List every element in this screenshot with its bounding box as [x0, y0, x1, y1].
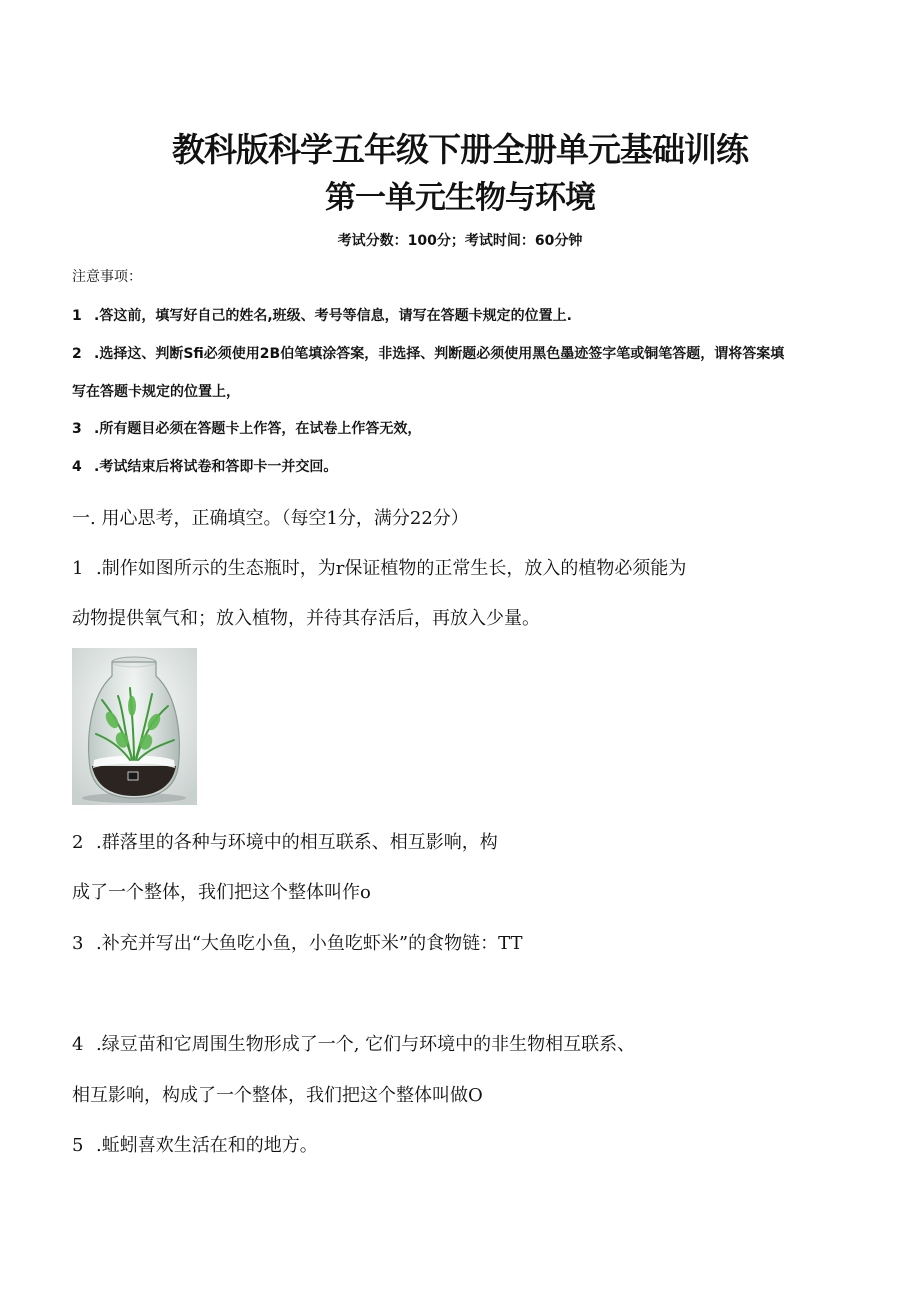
exam-info: 考试分数：100分；考试时间：60分钟: [337, 233, 583, 249]
notice-item-text: .选择这、判断Sfi必须使用2B伯笔填涂答案，非选择、判断题必须使用黑色墨迹签字笔或铜笔答题，谓将答案填: [94, 346, 785, 362]
notice-item-number: 4: [72, 459, 82, 475]
question-text: .绿豆苗和它周围生物形成了一个, 它们与环境中的非生物相互联系、: [96, 1034, 636, 1055]
question-3: [72, 929, 522, 955]
question-number: 3: [72, 933, 84, 954]
notice-item-text: .答这前，填写好自己的姓名,班级、考号等信息，请写在答题卡规定的位置上.: [94, 308, 572, 324]
ecosystem-jar-image: [72, 648, 197, 805]
question-2: [72, 828, 498, 854]
question-4: [72, 1030, 635, 1056]
question-text: .制作如图所示的生态瓶时，为r保证植物的正常生长，放入的植物必须能为: [96, 558, 687, 579]
notice-item-1: [72, 305, 572, 325]
notice-item-text: .所有题目必须在答题卡上作答，在试卷上作答无效，: [94, 421, 422, 437]
notice-item-number: 3: [72, 421, 82, 437]
question-text: .群落里的各种与环境中的相互联系、相互影响，构: [96, 832, 498, 853]
notice-item-number: 2: [72, 346, 82, 362]
question-2-continued: 成了一个整体，我们把这个整体叫作o: [72, 882, 371, 903]
notice-item-2: [72, 343, 784, 363]
question-text: .补充并写出“大鱼吃小鱼，小鱼吃虾米”的食物链：TT: [96, 933, 523, 954]
question-1-continued: 动物提供氧气和；放入植物，并待其存活后，再放入少量。: [72, 608, 540, 629]
notice-item-3: [72, 418, 421, 438]
question-number: 1: [72, 558, 84, 579]
question-number: 2: [72, 832, 84, 853]
document-title: 教科版科学五年级下册全册单元基础训练: [172, 130, 748, 169]
unit-title: 第一单元生物与环境: [325, 180, 595, 216]
question-1: [72, 554, 686, 580]
question-5: [72, 1131, 318, 1157]
question-number: 4: [72, 1034, 84, 1055]
question-4-continued: 相互影响，构成了一个整体，我们把这个整体叫做O: [72, 1085, 483, 1106]
notice-item-4: [72, 456, 337, 476]
question-number: 5: [72, 1135, 84, 1156]
notice-heading: 注意事项：: [72, 269, 142, 285]
question-text: .蚯蚓喜欢生活在和的地方。: [96, 1135, 318, 1156]
notice-item-2-continued: 写在答题卡规定的位置上，: [72, 384, 240, 400]
notice-item-text: .考试结束后将试卷和答即卡一并交回。: [94, 459, 338, 475]
notice-item-number: 1: [72, 308, 82, 324]
section-heading: 一. 用心思考，正确填空。（每空1分，满分22分）: [72, 508, 469, 529]
